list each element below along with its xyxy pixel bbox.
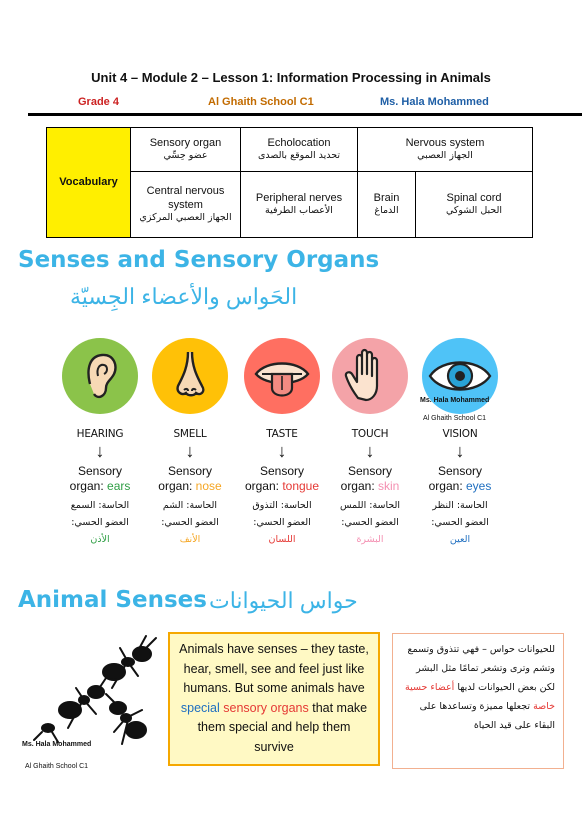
watermark-school: Al Ghaith School C1 xyxy=(25,763,89,770)
sense-vision xyxy=(418,338,502,548)
watermark-name: Ms. Hala Mohammed xyxy=(22,741,92,748)
sense-name: HEARING xyxy=(76,428,124,440)
down-arrow-icon: ↓ xyxy=(185,441,195,461)
vocab-cell: Echolocation تحديد الموقع بالصدى xyxy=(241,128,358,172)
senses-heading-arabic: الحَواس والأعضاء الجِسيّة xyxy=(70,284,298,309)
animal-senses-heading: Animal Senses xyxy=(18,587,207,613)
sensory-organ-label: Sensory organ: eyes xyxy=(428,464,492,493)
arabic-sense-info: الحاسة: التذوق العضو الحسي: اللسان xyxy=(252,500,312,545)
school-label: Al Ghaith School C1 xyxy=(208,96,314,108)
vocab-cell: Sensory organ عضو حِسِّي xyxy=(131,128,241,172)
arabic-sense-info: الحاسة: الشم العضو الحسي: الأنف xyxy=(161,500,219,545)
header-divider xyxy=(28,113,582,116)
sense-name: TOUCH xyxy=(351,428,389,440)
vocab-cell: Peripheral nerves الأعصاب الطرفية xyxy=(241,172,358,238)
sense-name: VISION xyxy=(442,428,478,440)
animal-senses-note-arabic: للحيوانات حواس – فهي تتذوق وتسمع وتشم وترى وتشعر تمامًا مثل البشر لكن بعض الحيوانات لديها أعضاء حسية خاصة تجعلها مميزة وتساعدها على البقاء على قيد الحياة xyxy=(392,633,564,769)
sense-taste xyxy=(240,338,324,548)
vocab-cell: Central nervous system الجهاز العصبي المركزي xyxy=(131,172,241,238)
sensory-organ-label: Sensory organ: nose xyxy=(158,464,222,493)
sense-name: SMELL xyxy=(173,428,207,440)
hand-icon xyxy=(332,338,408,414)
arabic-sense-info: الحاسة: النظر العضو الحسي: العين xyxy=(431,500,489,545)
vocabulary-heading: Vocabulary xyxy=(47,128,131,238)
ants-icon xyxy=(22,632,162,757)
down-arrow-icon: ↓ xyxy=(365,441,375,461)
mouth-icon xyxy=(244,338,320,414)
nose-icon xyxy=(152,338,228,414)
vocab-cell: Brain الدماغ xyxy=(358,172,416,238)
vocab-cell: Nervous system الجهاز العصبي xyxy=(358,128,533,172)
vocab-cell: Spinal cord الحبل الشوكي xyxy=(416,172,533,238)
sensory-organ-label: Sensory organ: tongue xyxy=(244,464,320,493)
sense-hearing xyxy=(58,338,142,548)
down-arrow-icon: ↓ xyxy=(95,441,105,461)
arabic-sense-info: الحاسة: اللمس العضو الحسي: البشرة xyxy=(339,500,401,545)
down-arrow-icon: ↓ xyxy=(455,441,465,461)
sense-name: TASTE xyxy=(266,428,298,440)
animal-senses-note-english: Animals have senses – they taste, hear, smell, see and feel just like humans. But some animals have special sensory organs that make them special and help them survive xyxy=(168,632,380,766)
vocabulary-table xyxy=(46,127,533,238)
watermark-name: Ms. Hala Mohammed xyxy=(420,397,490,404)
down-arrow-icon: ↓ xyxy=(277,441,287,461)
arabic-sense-info: الحاسة: السمع العضو الحسي: الأذن xyxy=(70,500,130,545)
sense-smell xyxy=(148,338,232,548)
teacher-label: Ms. Hala Mohammed xyxy=(380,96,489,108)
senses-heading: Senses and Sensory Organs xyxy=(18,247,380,273)
animal-senses-heading-arabic: حواس الحيوانات xyxy=(209,588,358,613)
ear-icon xyxy=(62,338,138,414)
grade-label: Grade 4 xyxy=(78,96,119,108)
lesson-title: Unit 4 – Module 2 – Lesson 1: Information Processing in Animals xyxy=(91,70,491,85)
watermark-school: Al Ghaith School C1 xyxy=(423,415,487,422)
sensory-organ-label: Sensory organ: skin xyxy=(340,464,400,493)
sense-touch xyxy=(328,338,412,548)
sensory-organ-label: Sensory organ: ears xyxy=(69,464,131,493)
